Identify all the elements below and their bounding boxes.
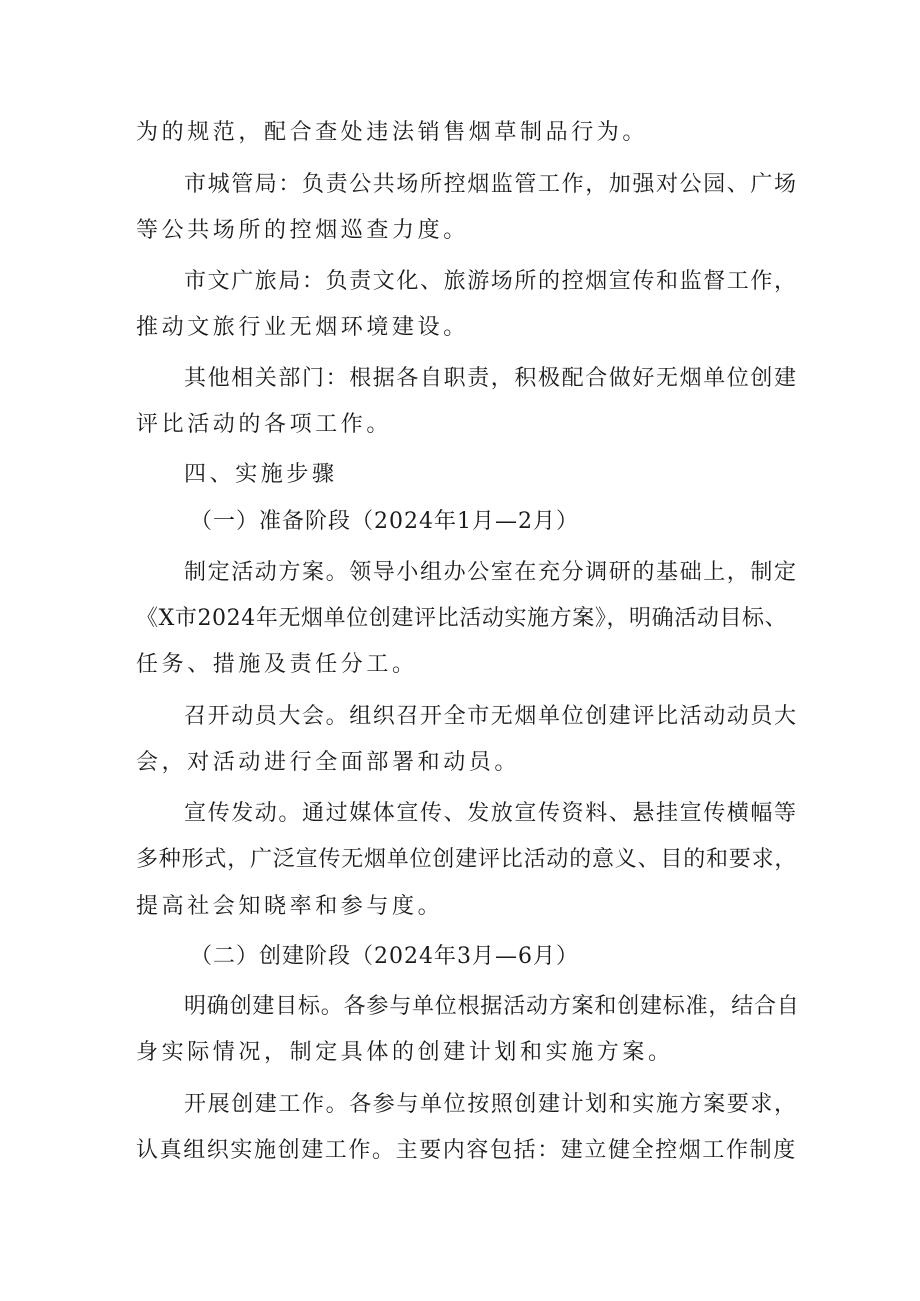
subsection-heading: （二）创建阶段（2024年3月—6月） bbox=[190, 944, 579, 969]
paragraph-line: 会，对活动进行全面部署和动员。 bbox=[136, 750, 521, 775]
paragraph-line: 多种形式，广泛宣传无烟单位创建评比活动的意义、目的和要求， bbox=[136, 847, 798, 872]
subsection-heading: （一）准备阶段（2024年1月—2月） bbox=[190, 509, 579, 534]
section-heading: 四、实施步骤 bbox=[184, 462, 338, 487]
paragraph-line: 等公共场所的控烟巡查力度。 bbox=[136, 218, 469, 243]
paragraph-line: 宣传发动。通过媒体宣传、发放宣传资料、悬挂宣传横幅等 bbox=[184, 801, 798, 826]
paragraph-line: 认真组织实施创建工作。主要内容包括：建立健全控烟工作制度 bbox=[136, 1138, 797, 1163]
paragraph-line: 身实际情况，制定具体的创建计划和实施方案。 bbox=[136, 1040, 674, 1065]
paragraph-line: 《X市2024年无烟单位创建评比活动实施方案》，明确活动目标、 bbox=[136, 606, 788, 631]
paragraph-line: 开展创建工作。各参与单位按照创建计划和实施方案要求， bbox=[184, 1092, 798, 1117]
paragraph-line: 制定活动方案。领导小组办公室在充分调研的基础上，制定 bbox=[184, 560, 798, 585]
paragraph-line: 提高社会知晓率和参与度。 bbox=[136, 894, 444, 919]
paragraph-line: 明确创建目标。各参与单位根据活动方案和创建标准，结合自 bbox=[184, 994, 800, 1019]
paragraph-line: 市城管局：负责公共场所控烟监管工作，加强对公园、广场 bbox=[184, 172, 798, 197]
paragraph-line: 任务、措施及责任分工。 bbox=[136, 652, 418, 677]
paragraph-line: 评比活动的各项工作。 bbox=[136, 412, 393, 437]
paragraph-line: 召开动员大会。组织召开全市无烟单位创建评比活动动员大 bbox=[184, 704, 798, 729]
paragraph-line: 市文广旅局：负责文化、旅游场所的控烟宣传和监督工作， bbox=[184, 269, 798, 294]
paragraph-line: 推动文旅行业无烟环境建设。 bbox=[136, 315, 469, 340]
paragraph-line: 其他相关部门：根据各自职责，积极配合做好无烟单位创建 bbox=[184, 366, 798, 391]
paragraph-line: 为的规范，配合查处违法销售烟草制品行为。 bbox=[136, 120, 649, 145]
